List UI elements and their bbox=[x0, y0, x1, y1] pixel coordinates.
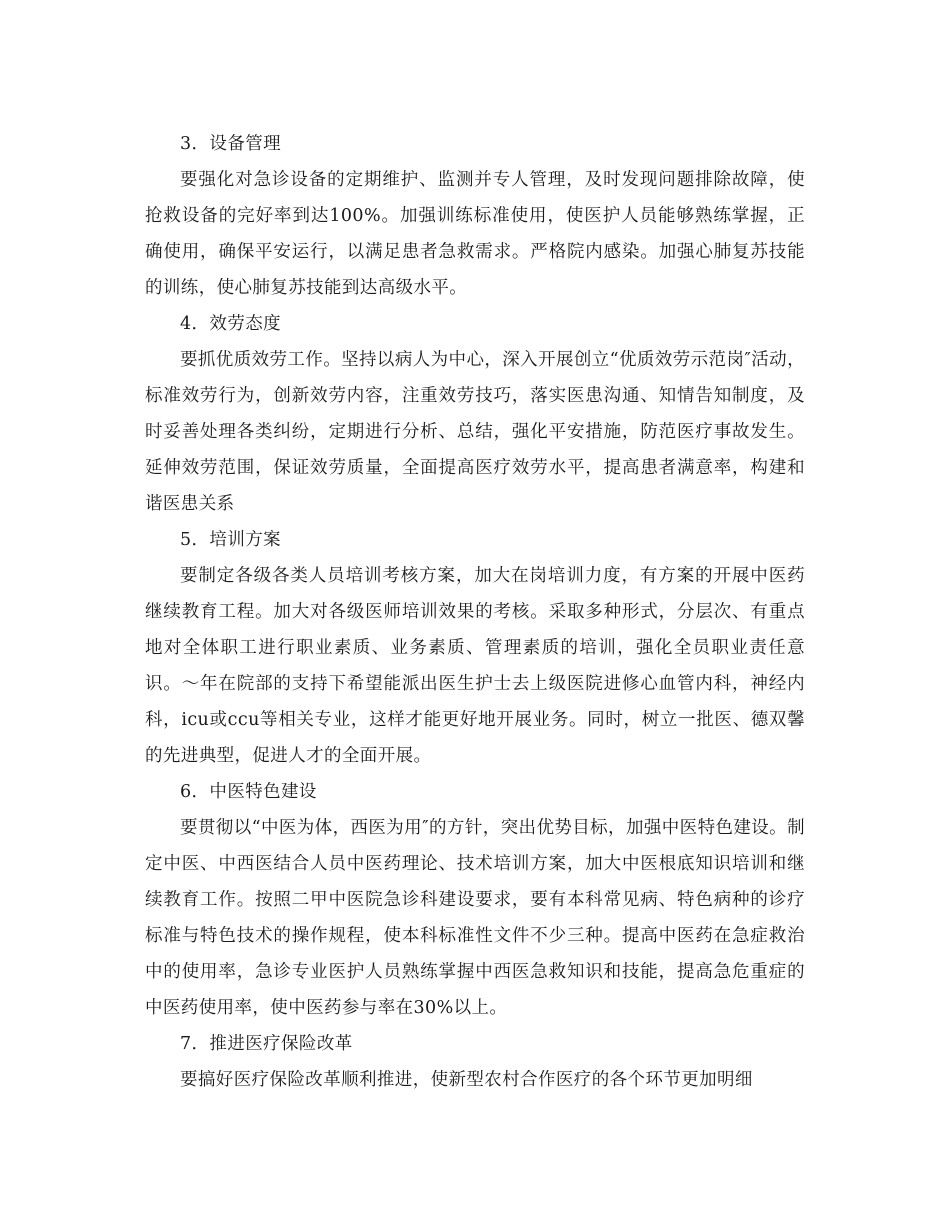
section-medical-insurance-reform bbox=[145, 1026, 805, 1098]
section-heading: 3．设备管理 bbox=[180, 134, 282, 154]
section-service-attitude bbox=[145, 306, 805, 522]
section-training-plan bbox=[145, 522, 805, 774]
section-paragraph: 要制定各级各类人员培训考核方案，加大在岗培训力度，有方案的开展中医药继续教育工程。加大对各级医师培训效果的考核。采取多种形式，分层次、有重点地对全体职工进行职业素质、业务素质、管理素质的培训，强化全员职业责任意识。～年在院部的支持下希望能派出医生护士去上级医院进修心血管内科，神经内科，icu或ccu等相关专业，这样才能更好地开展业务。同时，树立一批医、德双馨的先进典型，促进人才的全面开展。 bbox=[145, 566, 805, 766]
section-paragraph: 要抓优质效劳工作。坚持以病人为中心，深入开展创立“优质效劳示范岗″活动，标准效劳行为，创新效劳内容，注重效劳技巧，落实医患沟通、知情告知制度，及时妥善处理各类纠纷，定期进行分析、总结，强化平安措施，防范医疗事故发生。延伸效劳范围，保证效劳质量，全面提高医疗效劳水平，提高患者满意率，构建和谐医患关系 bbox=[145, 350, 805, 514]
section-paragraph: 要贯彻以“中医为体，西医为用″的方针，突出优势目标，加强中医特色建设。制定中医、中西医结合人员中医药理论、技术培训方案，加大中医根底知识培训和继续教育工作。按照二甲中医院急诊科建设要求，要有本科常见病、特色病种的诊疗标准与特色技术的操作规程，使本科标准性文件不少三种。提高中医药在急症救治中的使用率，急诊专业医护人员熟练掌握中西医急救知识和技能，提高急危重症的中医药使用率，使中医药参与率在30%以上。 bbox=[145, 818, 805, 1018]
section-heading: 7．推进医疗保险改革 bbox=[180, 1034, 353, 1054]
section-heading: 5．培训方案 bbox=[180, 530, 282, 550]
section-heading: 6．中医特色建设 bbox=[180, 782, 317, 802]
section-equipment bbox=[145, 126, 805, 306]
section-tcm-features bbox=[145, 774, 805, 1026]
document-page bbox=[145, 126, 805, 1098]
section-heading: 4．效劳态度 bbox=[180, 314, 282, 334]
section-paragraph: 要强化对急诊设备的定期维护、监测并专人管理，及时发现问题排除故障，使抢救设备的完好率到达100%。加强训练标准使用，使医护人员能够熟练掌握，正确使用，确保平安运行，以满足患者急救需求。严格院内感染。加强心肺复苏技能的训练，使心肺复苏技能到达高级水平。 bbox=[145, 170, 805, 298]
section-paragraph: 要搞好医疗保险改革顺利推进，使新型农村合作医疗的各个环节更加明细 bbox=[180, 1070, 753, 1090]
